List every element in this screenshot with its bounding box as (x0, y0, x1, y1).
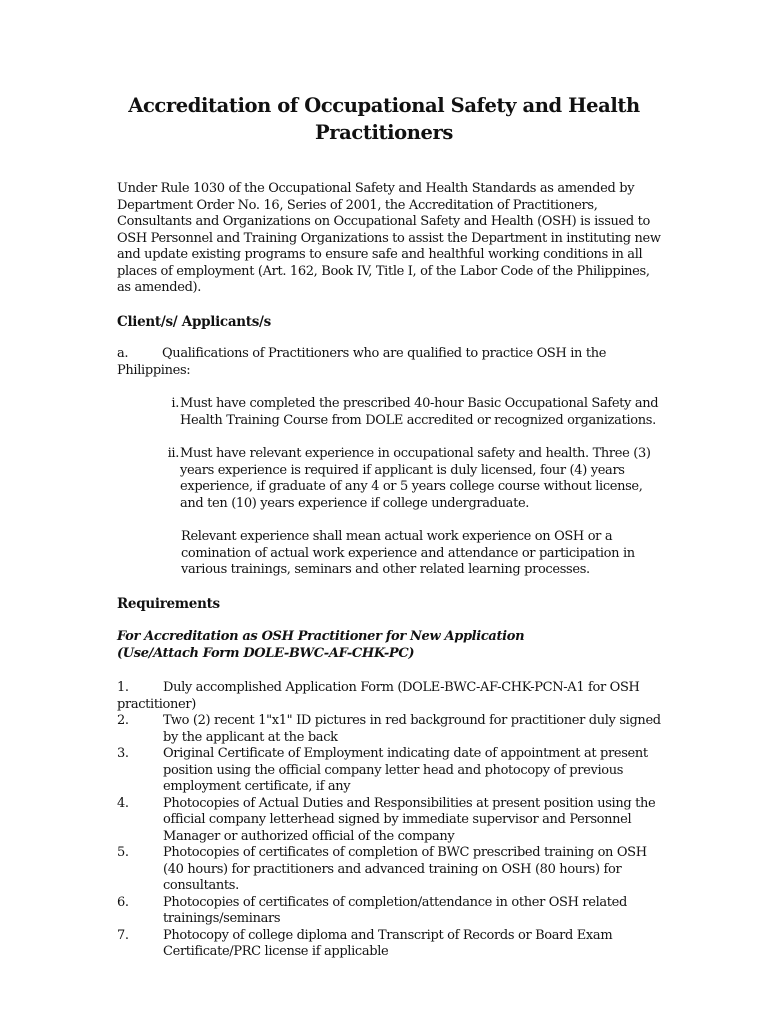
roman-number: i. (171, 396, 179, 411)
requirement-number: 4. (117, 795, 129, 811)
requirements-list (117, 680, 662, 961)
requirement-text: Original Certificate of Employment indicating date of appointment at present position using the official company letter head and photocopy of previous employment certificate, if any (163, 746, 648, 794)
subheading-line-1: For Accreditation as OSH Practitioner for New Application (117, 629, 525, 644)
roman-text: Must have completed the prescribed 40-hour Basic Occupational Safety and Health Training Course from DOLE accredited or recognized organizations. (180, 396, 659, 428)
requirement-number: 6. (117, 894, 129, 910)
title-line-1: Accreditation of Occupational Safety and Health (128, 94, 640, 117)
requirement-number: 3. (117, 746, 129, 761)
roman-item (155, 446, 665, 512)
requirements-subheading (117, 629, 662, 662)
qualification-text: Qualifications of Practitioners who are qualified to practice OSH in the Philippines: (117, 346, 607, 378)
roman-item (155, 396, 665, 429)
qualification-label: a. (117, 346, 129, 361)
roman-text: Must have relevant experience in occupational safety and health. Three (3) years experience is required if applicant is duly licensed, four (4) years experience, if graduate of any 4 or 5 years college course without license, and ten (10) years experience if college undergraduate. (180, 446, 651, 511)
qualification-item (117, 346, 662, 379)
subheading-line-2: (Use/Attach Form DOLE-BWC-AF-CHK-PC) (117, 645, 415, 661)
relevant-experience-note: Relevant experience shall mean actual work experience on OSH or a comination of actual work experience and attendance or participation in various trainings, seminars and other related learning processes. (181, 529, 635, 577)
requirement-text: Photocopies of certificates of completion/attendance in other OSH related trainings/seminars (163, 894, 627, 926)
requirement-number: 2. (117, 713, 129, 728)
requirement-text: Photocopies of Actual Duties and Responsibilities at present position using the official company letterhead signed by immediate supervisor and Personnel Manager or authorized official of the company (163, 795, 656, 844)
requirement-item (117, 680, 662, 713)
intro-paragraph: Under Rule 1030 of the Occupational Safety and Health Standards as amended by Department Order No. 16, Series of 2001, the Accreditation of Practitioners, Consultants and Organizations on Occupational Safety and Health (OSH) is issued to OSH Personnel and Training Organizations to assist the Department in instituting new and update existing programs to ensure safe and healthful working conditions in all places of employment (Art. 162, Book IV, Title I, of the Labor Code of the Philippines, as amended). (117, 181, 661, 295)
requirement-item (117, 796, 662, 846)
requirement-text: Photocopy of college diploma and Transcript of Records or Board Exam Certificate/PRC license if applicable (163, 927, 613, 959)
requirement-number: 1. (117, 680, 129, 695)
roman-number: ii. (167, 446, 179, 461)
clients-heading: Client/s/ Applicants/s (117, 314, 271, 330)
requirement-item (117, 746, 662, 796)
requirement-item (117, 928, 662, 961)
requirements-heading: Requirements (117, 596, 220, 612)
requirement-text: Duly accomplished Application Form (DOLE-BWC-AF-CHK-PCN-A1 for OSH practitioner) (117, 680, 640, 712)
requirement-number: 5. (117, 845, 129, 860)
requirement-item (117, 895, 662, 928)
requirement-number: 7. (117, 927, 129, 943)
requirement-item (117, 713, 662, 746)
page-title (100, 92, 668, 146)
title-line-2: Practitioners (315, 121, 453, 144)
requirement-item (117, 845, 662, 895)
requirement-text: Two (2) recent 1"x1" ID pictures in red background for practitioner duly signed by the applicant at the back (163, 713, 661, 745)
requirement-text: Photocopies of certificates of completion of BWC prescribed training on OSH (40 hours) for practitioners and advanced training on OSH (80 hours) for consultants. (163, 845, 647, 893)
